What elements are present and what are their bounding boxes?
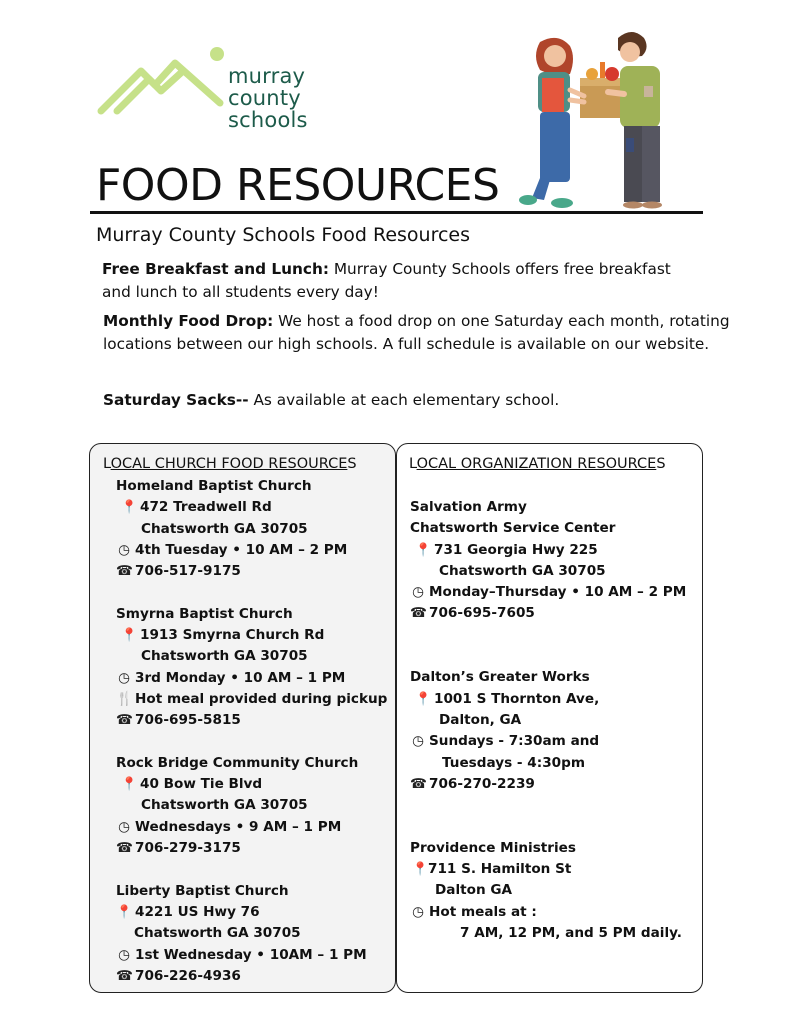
clock-icon: ◷	[412, 733, 424, 750]
church-resources-heading	[103, 456, 357, 472]
church-city: Chatsworth GA 30705	[141, 648, 308, 665]
schedule-text: 4th Tuesday • 10 AM – 2 PM	[135, 541, 348, 558]
church-schedule	[116, 668, 387, 689]
church-name: Rock Bridge Community Church	[116, 754, 359, 771]
heading-letter-first: L	[409, 456, 417, 472]
saturday-sacks-paragraph	[103, 389, 723, 412]
church-name: Liberty Baptist Church	[116, 882, 289, 899]
schedule-text: 3rd Monday • 10 AM – 1 PM	[135, 669, 346, 686]
organization-resources-heading	[409, 456, 666, 472]
organization-schedule-line2: 7 AM, 12 PM, and 5 PM daily.	[460, 924, 682, 941]
schedule-text: 1st Wednesday • 10AM – 1 PM	[135, 946, 367, 963]
church-schedule	[116, 945, 387, 966]
organization-city: Dalton, GA	[439, 711, 522, 728]
mountain-logo-icon	[95, 45, 235, 125]
map-pin-icon: 📍	[415, 542, 432, 558]
heading-underlined: OCAL CHURCH FOOD RESOURCE	[110, 456, 348, 472]
logo-word-county: county	[228, 86, 301, 110]
free-breakfast-paragraph	[102, 258, 702, 304]
heading-letter-first: L	[103, 456, 111, 472]
phone-icon: ☎	[410, 775, 427, 792]
church-resources-box	[89, 443, 396, 993]
note-text: Hot meal provided during pickup	[135, 690, 388, 707]
address-text: 1913 Smyrna Church Rd	[140, 627, 325, 644]
clock-icon: ◷	[118, 818, 130, 835]
logo-wordmark	[228, 65, 308, 131]
phone-text: 706-695-7605	[429, 605, 535, 622]
address-text: 4221 US Hwy 76	[135, 903, 260, 920]
title-divider	[90, 211, 703, 214]
clock-icon: ◷	[412, 903, 424, 920]
church-phone	[116, 710, 387, 731]
organization-name: Salvation Army	[410, 499, 527, 515]
page-title: FOOD RESOURCES	[96, 160, 500, 211]
church-address	[116, 497, 387, 518]
church-address	[116, 625, 387, 646]
church-city: Chatsworth GA 30705	[134, 925, 301, 942]
church-name: Smyrna Baptist Church	[116, 605, 293, 622]
map-pin-icon: 📍	[121, 777, 138, 793]
organization-schedule	[410, 582, 686, 603]
phone-icon: ☎	[116, 563, 133, 580]
address-text: 472 Treadwell Rd	[140, 499, 272, 516]
people-sharing-food-illustration	[500, 28, 690, 210]
church-address	[116, 774, 387, 795]
church-phone	[116, 966, 387, 987]
fork-knife-icon: 🍴	[116, 690, 133, 707]
schedule-text: Hot meals at :	[429, 903, 537, 920]
saturday-sacks-text: As available at each elementary school.	[248, 391, 560, 409]
map-pin-icon: 📍	[121, 500, 138, 516]
organization-address	[410, 859, 686, 880]
clock-icon: ◷	[118, 946, 130, 963]
address-text: 731 Georgia Hwy 225	[434, 541, 598, 558]
saturday-sacks-label: Saturday Sacks--	[103, 391, 249, 409]
address-text: 40 Bow Tie Blvd	[140, 776, 263, 793]
map-pin-icon: 📍	[121, 628, 138, 644]
phone-icon: ☎	[116, 967, 133, 984]
map-pin-icon: 📍	[116, 904, 133, 920]
organization-address	[410, 689, 686, 710]
organization-name: Dalton’s Greater Works	[410, 669, 590, 686]
church-phone	[116, 838, 387, 859]
heading-letter-last: S	[347, 456, 357, 472]
church-note	[116, 689, 387, 710]
phone-text: 706-226-4936	[135, 967, 241, 984]
church-city: Chatsworth GA 30705	[141, 520, 308, 537]
clock-icon: ◷	[118, 541, 130, 558]
phone-text: 706-270-2239	[429, 775, 535, 792]
schedule-text: Wednesdays • 9 AM – 1 PM	[135, 818, 342, 835]
clock-icon: ◷	[118, 669, 130, 686]
organization-schedule	[410, 731, 686, 752]
organization-list	[410, 497, 686, 944]
heading-letter-last: S	[656, 456, 666, 472]
church-phone	[116, 561, 387, 582]
organization-phone	[410, 774, 686, 795]
church-schedule	[116, 540, 387, 561]
organization-city: Dalton GA	[435, 882, 513, 899]
phone-icon: ☎	[116, 712, 133, 729]
map-pin-icon: 📍	[412, 862, 429, 878]
phone-icon: ☎	[116, 840, 133, 857]
church-name: Homeland Baptist Church	[116, 478, 312, 494]
organization-schedule-line2: Tuesdays - 4:30pm	[442, 754, 586, 771]
phone-text: 706-517-9175	[135, 563, 241, 580]
food-drop-text: We host a food drop on one Saturday each month, rotating locations between our high schools. A full schedule is available on our website.	[103, 312, 730, 353]
church-schedule	[116, 817, 387, 838]
address-text: 1001 S Thornton Ave,	[434, 690, 600, 707]
organization-name-line2: Chatsworth Service Center	[410, 520, 616, 537]
monthly-food-drop-paragraph	[103, 310, 743, 356]
church-city: Chatsworth GA 30705	[141, 797, 308, 814]
church-list	[116, 476, 387, 987]
schedule-text: Monday–Thursday • 10 AM – 2 PM	[429, 584, 687, 601]
logo-word-schools: schools	[228, 108, 308, 132]
organization-name: Providence Ministries	[410, 839, 576, 856]
murray-county-schools-logo	[95, 45, 325, 130]
schedule-text: Sundays - 7:30am and	[429, 733, 600, 750]
organization-schedule	[410, 902, 686, 923]
page-subtitle: Murray County Schools Food Resources	[96, 224, 471, 246]
map-pin-icon: 📍	[415, 691, 432, 707]
phone-text: 706-279-3175	[135, 840, 241, 857]
food-drop-label: Monthly Food Drop:	[103, 312, 274, 330]
heading-underlined: OCAL ORGANIZATION RESOURCE	[416, 456, 657, 472]
organization-phone	[410, 603, 686, 624]
address-text: 711 S. Hamilton St	[428, 861, 572, 878]
church-address	[116, 902, 387, 923]
logo-word-murray: murray	[228, 64, 306, 88]
clock-icon: ◷	[412, 584, 424, 601]
organization-city: Chatsworth GA 30705	[439, 562, 606, 579]
free-breakfast-text: Murray County Schools offers free breakfast and lunch to all students every day!	[102, 260, 671, 301]
phone-icon: ☎	[410, 605, 427, 622]
organization-resources-box	[396, 443, 703, 993]
free-breakfast-label: Free Breakfast and Lunch:	[102, 260, 329, 278]
phone-text: 706-695-5815	[135, 712, 241, 729]
organization-address	[410, 540, 686, 561]
